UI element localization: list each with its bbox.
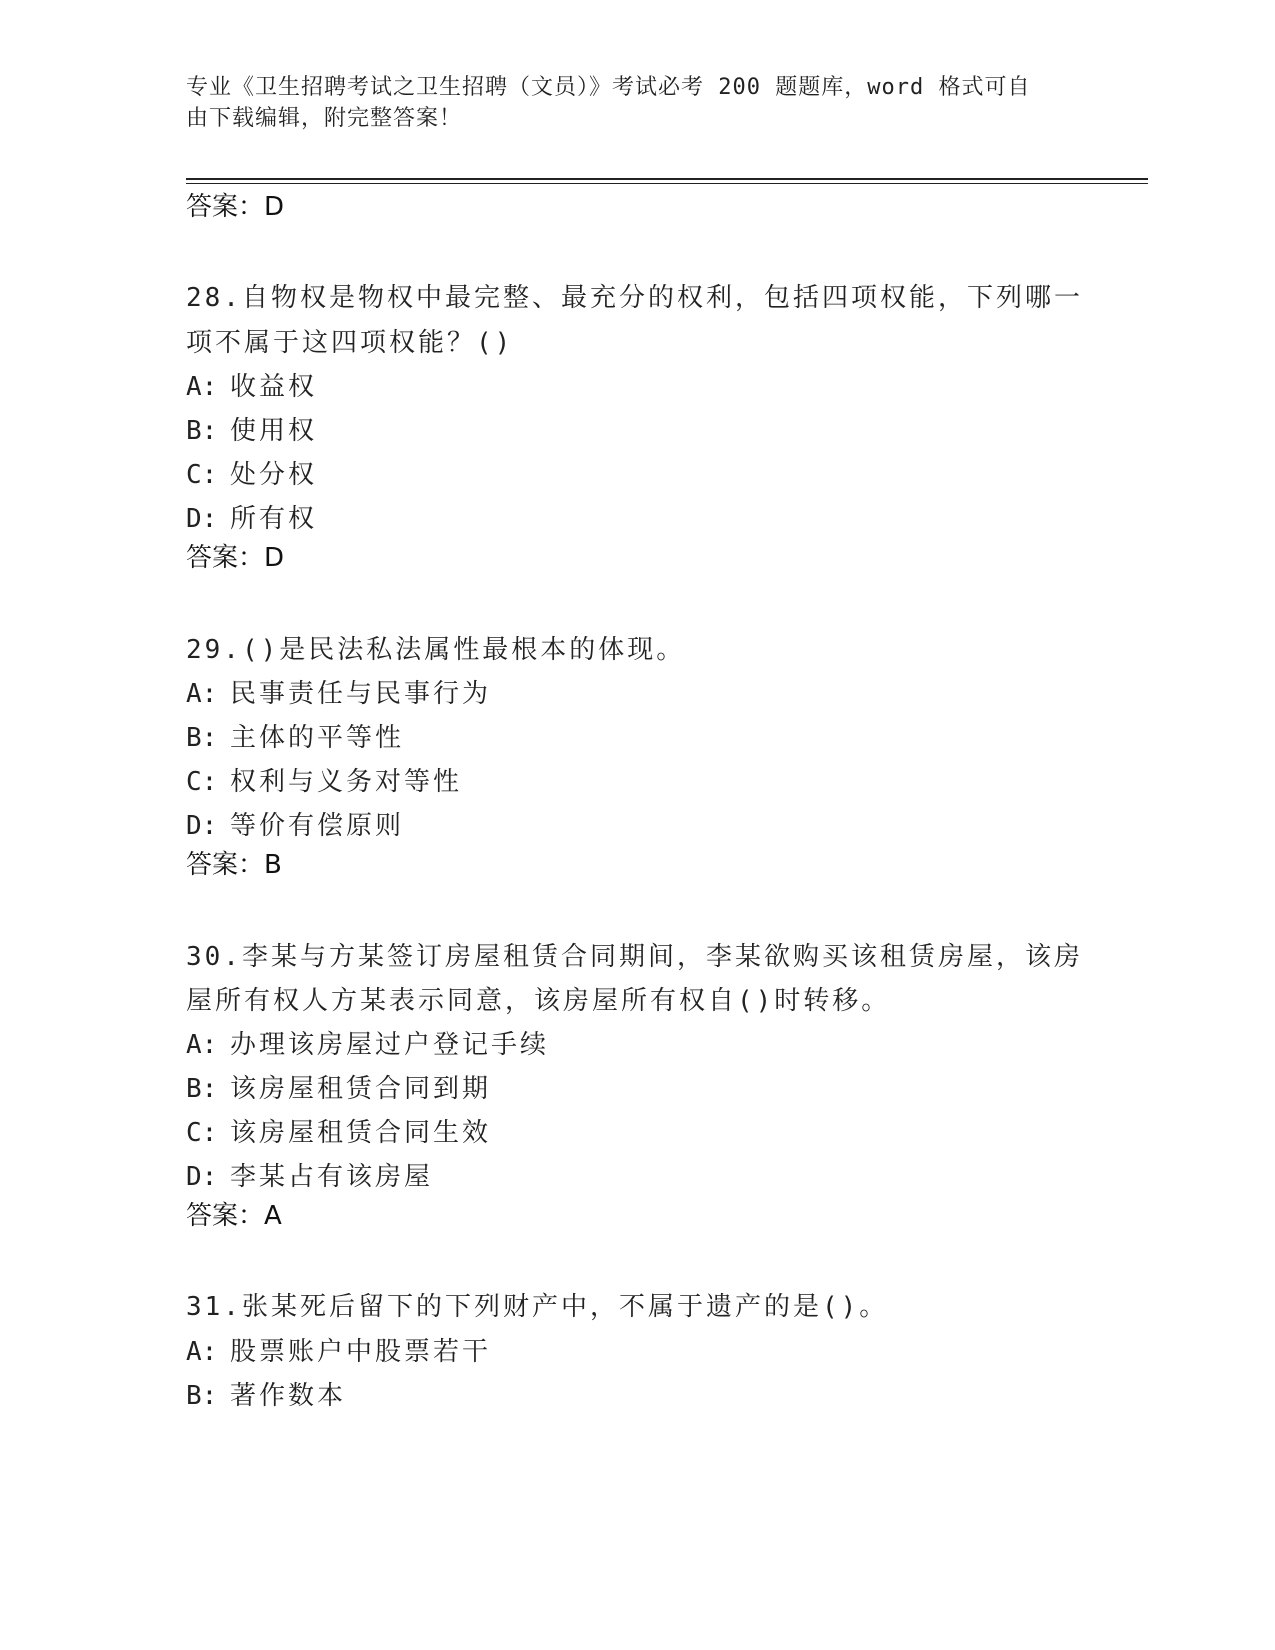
- option-key: A:: [186, 372, 218, 402]
- question-31-option-a: [186, 1330, 491, 1375]
- question-31-line-1: 31.张某死后留下的下列财产中，不属于遗产的是()。: [186, 1292, 889, 1322]
- option-key: B:: [186, 723, 218, 753]
- question-30-line-1: 30.李某与方某签订房屋租赁合同期间，李某欲购买该租赁房屋，该房: [186, 942, 1083, 972]
- header-line-1: 专业《卫生招聘考试之卫生招聘（文员）》考试必考 200 题题库，word 格式可自: [186, 75, 1031, 100]
- question-30-option-d: [186, 1155, 433, 1200]
- answer-q27: 答案：D: [186, 192, 285, 222]
- option-text: 所有权: [230, 504, 318, 534]
- option-text: 该房屋租赁合同到期: [230, 1074, 492, 1104]
- question-28-line-1: 28.自物权是物权中最完整、最充分的权利，包括四项权能，下列哪一: [186, 283, 1083, 313]
- option-text: 办理该房屋过户登记手续: [230, 1030, 550, 1060]
- question-30-line-2: 屋所有权人方某表示同意，该房屋所有权自()时转移。: [186, 986, 891, 1016]
- option-key: C:: [186, 767, 218, 797]
- option-key: A:: [186, 679, 218, 709]
- question-28-option-a: [186, 365, 317, 410]
- option-key: D:: [186, 811, 218, 841]
- option-text: 使用权: [230, 416, 318, 446]
- option-key: C:: [186, 1118, 218, 1148]
- document-header: [186, 72, 1066, 134]
- option-key: A:: [186, 1030, 218, 1060]
- answer-q30: 答案：A: [186, 1201, 282, 1231]
- question-29-option-d: [186, 804, 404, 849]
- question-31-option-b: [186, 1374, 346, 1419]
- header-divider-thick: [186, 178, 1148, 180]
- option-text: 收益权: [230, 372, 318, 402]
- question-30-option-c: [186, 1111, 491, 1156]
- option-text: 民事责任与民事行为: [230, 679, 492, 709]
- question-28-option-b: [186, 409, 317, 454]
- option-text: 该房屋租赁合同生效: [230, 1118, 492, 1148]
- question-30-option-a: [186, 1023, 549, 1068]
- option-text: 股票账户中股票若干: [230, 1337, 492, 1367]
- header-divider-thin: [186, 183, 1148, 184]
- question-29-line-1: 29.()是民法私法属性最根本的体现。: [186, 635, 686, 665]
- option-key: B:: [186, 1381, 218, 1411]
- option-key: B:: [186, 1074, 218, 1104]
- question-28-option-d: [186, 497, 317, 542]
- option-text: 著作数本: [230, 1381, 347, 1411]
- option-text: 处分权: [230, 460, 318, 490]
- option-text: 李某占有该房屋: [230, 1162, 434, 1192]
- option-key: C:: [186, 460, 218, 490]
- option-text: 等价有偿原则: [230, 811, 405, 841]
- option-key: D:: [186, 1162, 218, 1192]
- option-key: A:: [186, 1337, 218, 1367]
- question-30-option-b: [186, 1067, 491, 1112]
- option-key: B:: [186, 416, 218, 446]
- question-28-option-c: [186, 453, 317, 498]
- answer-q28: 答案：D: [186, 543, 285, 573]
- answer-q29: 答案：B: [186, 850, 282, 880]
- header-line-2: 由下载编辑，附完整答案！: [186, 106, 463, 131]
- option-key: D:: [186, 504, 218, 534]
- question-29-option-c: [186, 760, 462, 805]
- question-28-line-2: 项不属于这四项权能？(): [186, 328, 514, 358]
- question-29-option-a: [186, 672, 491, 717]
- option-text: 权利与义务对等性: [230, 767, 463, 797]
- option-text: 主体的平等性: [230, 723, 405, 753]
- question-29-option-b: [186, 716, 404, 761]
